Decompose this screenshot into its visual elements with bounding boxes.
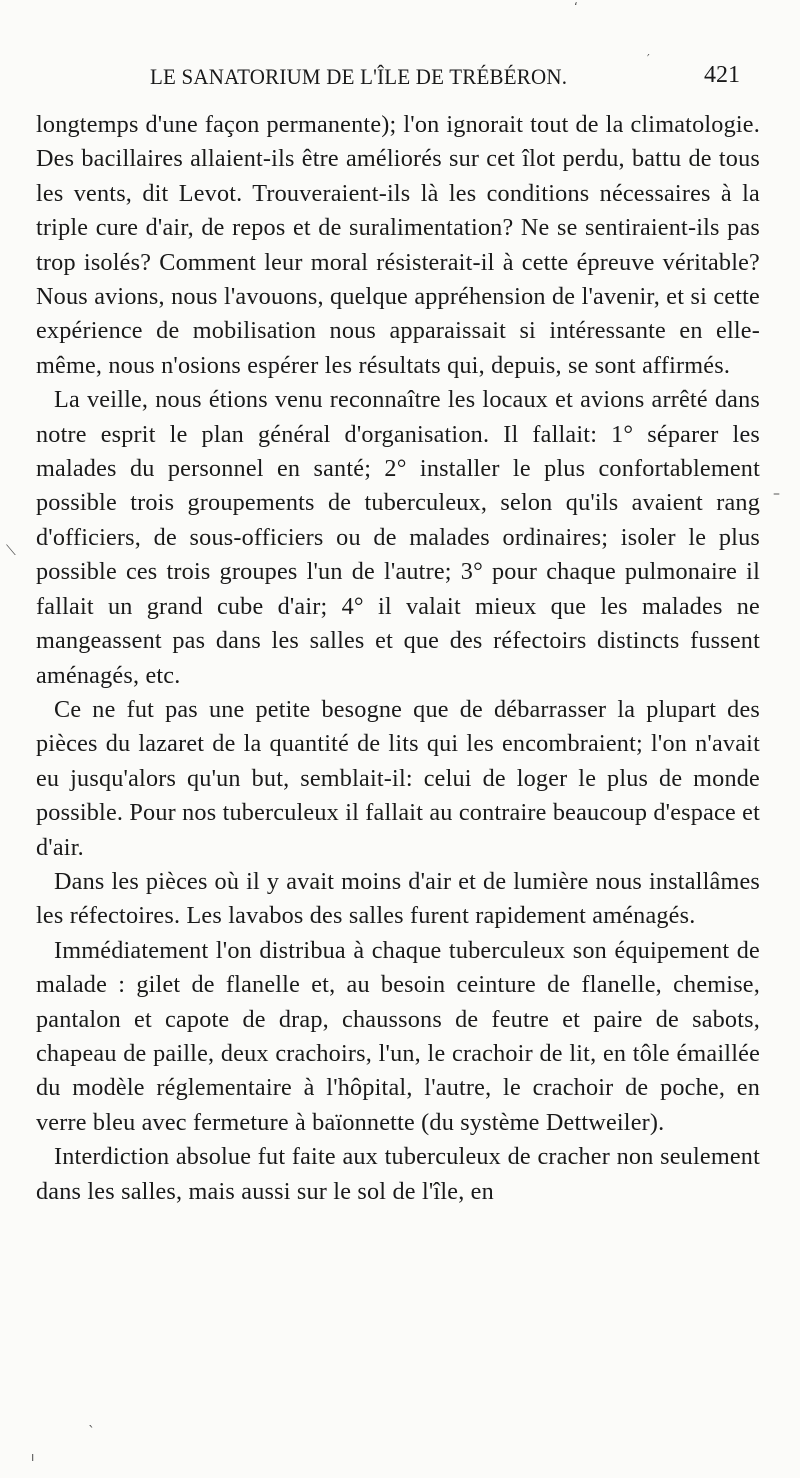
margin-tick: ⟍ [6, 543, 16, 559]
page-number: 421 [704, 62, 740, 88]
paragraph: La veille, nous étions venu reconnaître les locaux et avions arrêté dans notre esprit le plan général d'organisation. Il fallait: 1° séparer les malades du personnel en santé; 2° installer le plus confortablement possible trois groupements de tuberculeux, selon qu'ils avaient rang d'officiers, de sous-officiers ou de malades ordinaires; isoler le plus possible ces trois groupes l'un de l'autre; 3° pour chaque pulmonaire il fallait un grand cube d'air; 4° il valait mieux que les malades ne mangeassent pas dans les salles et que des réfectoirs distincts fussent aménagés, etc. [36, 386, 760, 689]
paragraph: Dans les pièces où il y avait moins d'air et de lumière nous installâmes les réfectoires. Les lavabos des salles furent rapidement aménagés. [36, 867, 760, 930]
body-text [36, 108, 760, 1209]
margin-speck: ‘ [574, 0, 578, 14]
running-title: LE SANATORIUM DE L'ÎLE DE TRÉBÉRON. [150, 64, 568, 90]
paragraph: Interdiction absolue fut faite aux tuberculeux de cracher non seulement dans les salles, mais aussi sur le sol de l'île, en [36, 1143, 760, 1205]
paragraph: Immédiatement l'on distribua à chaque tuberculeux son équipement de malade : gilet de flanelle et, au besoin ceinture de flanelle, chemise, pantalon et capote de drap, chaussons de feutre et paire de sabots, chapeau de paille, deux crachoirs, l'un, le crachoir de lit, en tôle émaillée du modèle réglementaire à l'hôpital, l'autre, le crachoir de poche, en verre bleu avec fermeture à baïonnette (du système Dettweiler). [36, 936, 760, 1136]
margin-dash: – [773, 486, 780, 502]
margin-speck: ˎ [88, 1412, 95, 1428]
paragraph: longtemps d'une façon permanente); l'on ignorait tout de la climatologie. Des bacillaires allaient-ils être améliorés sur cet îlot perdu, battu de tous les vents, dit Levot. Trouveraient-ils là les conditions nécessaires à la triple cure d'air, de repos et de suralimentation? Ne se sentiraient-ils pas trop isolés? Comment leur moral résisterait-il à cette épreuve véritable? Nous avions, nous l'avouons, quelque appréhension de l'avenir, et si cette expérience de mobilisation nous apparaissait si intéressante en elle-même, nous n'osions espérer les résultats qui, depuis, se sont affirmés. [36, 111, 760, 379]
page-header [150, 64, 740, 98]
margin-speck: ′ [647, 52, 650, 66]
paragraph: Ce ne fut pas une petite besogne que de débarrasser la plupart des pièces du lazaret de la quantité de lits qui les encombraient; l'on n'avait eu jusqu'alors qu'un but, semblait-il: celui de loger le plus de monde possible. Pour nos tuberculeux il fallait au contraire beaucoup d'espace et d'air. [36, 695, 760, 861]
margin-speck: ı [31, 1450, 35, 1464]
